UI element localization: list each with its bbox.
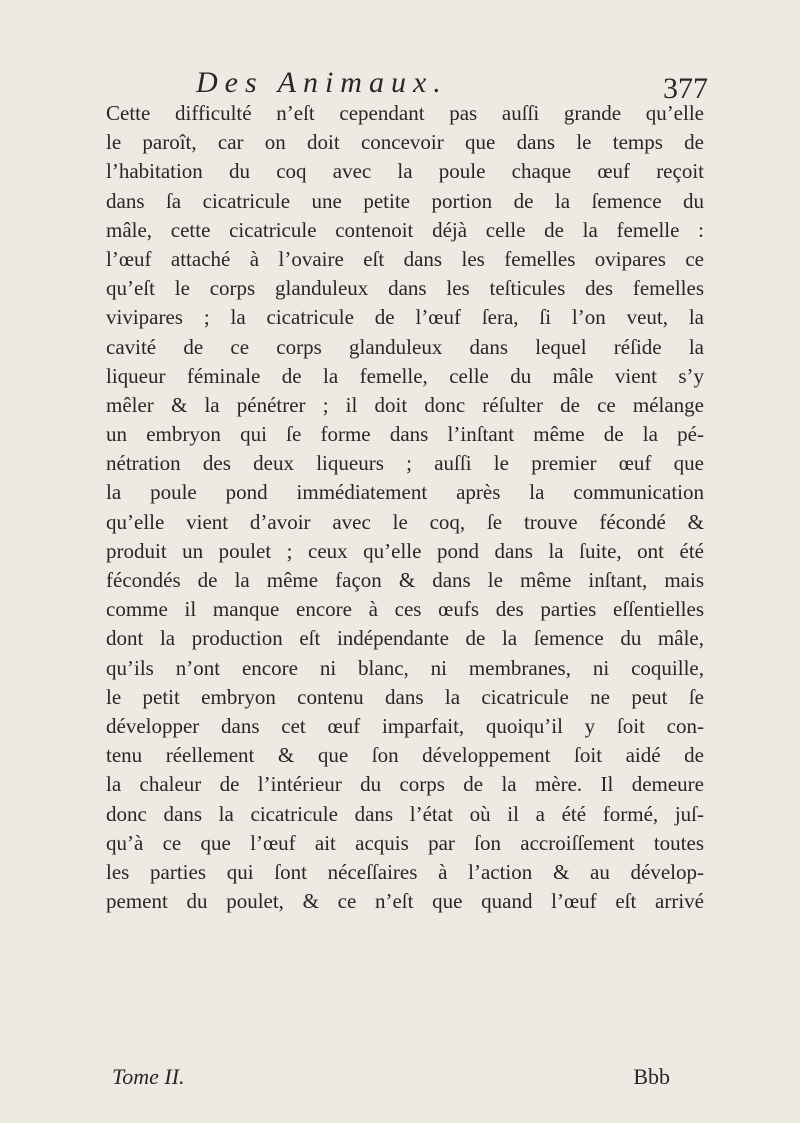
text-line: dans ſa cicatricule une petite portion de la ſemence du	[106, 188, 704, 213]
text-line: la chaleur de l’intérieur du corps de la mère. Il demeure	[106, 772, 704, 797]
text-line: les parties qui ſont néceſſaires à l’action & au dévelop-	[106, 859, 704, 884]
text-line: qu’elle vient d’avoir avec le coq, ſe trouve fécondé &	[106, 509, 704, 534]
text-line: vivipares ; la cicatricule de l’œuf ſera, ſi l’on veut, la	[106, 305, 704, 330]
text-line: mêler & la pénétrer ; il doit donc réſulter de ce mélange	[106, 392, 704, 417]
volume-label: Tome II.	[112, 1064, 185, 1089]
text-line: tenu réellement & que ſon développement ſoit aidé de	[106, 743, 704, 768]
page-footer	[110, 1064, 670, 1094]
text-line: mâle, cette cicatricule contenoit déjà celle de la femelle :	[106, 217, 704, 242]
text-line: liqueur féminale de la femelle, celle du mâle vient s’y	[106, 363, 704, 388]
text-line: l’œuf attaché à l’ovaire eſt dans les femelles ovipares ce	[106, 246, 704, 271]
text-line: l’habitation du coq avec la poule chaque œuf reçoit	[106, 159, 704, 184]
text-line: Cette difficulté n’eſt cependant pas auſſi grande qu’elle	[106, 101, 704, 125]
text-line: la poule pond immédiatement après la communication	[106, 480, 704, 505]
text-line: qu’eſt le corps glanduleux dans les teſticules des femelles	[106, 276, 704, 301]
text-line: fécondés de la même façon & dans le même inſtant, mais	[106, 568, 704, 592]
text-line: produit un poulet ; ceux qu’elle pond dans la ſuite, ont été	[106, 538, 704, 563]
text-line: donc dans la cicatricule dans l’état où il a été formé, juſ-	[106, 801, 704, 826]
running-title: Des Animaux.	[196, 66, 448, 99]
text-line: comme il manque encore à ces œufs des parties eſſentielles	[106, 597, 704, 622]
text-line: cavité de ce corps glanduleux dans lequel réſide la	[106, 334, 704, 359]
text-line: développer dans cet œuf imparfait, quoiqu’il y ſoit con-	[106, 713, 704, 738]
signature-mark: Bbb	[633, 1064, 670, 1089]
body-text	[106, 99, 704, 916]
text-line: dont la production eſt indépendante de la ſemence du mâle,	[106, 626, 704, 651]
text-line: nétration des deux liqueurs ; auſſi le premier œuf que	[106, 451, 704, 476]
text-line: le paroît, car on doit concevoir que dans le temps de	[106, 130, 704, 155]
page-number: 377	[663, 72, 708, 105]
text-line: un embryon qui ſe forme dans l’inſtant même de la pé-	[106, 422, 704, 447]
text-line: pement du poulet, & ce n’eſt que quand l’œuf eſt arrivé	[106, 889, 704, 914]
text-line: qu’ils n’ont encore ni blanc, ni membranes, ni coquille,	[106, 655, 704, 680]
text-line: le petit embryon contenu dans la cicatricule ne peut ſe	[106, 684, 704, 709]
text-line: qu’à ce que l’œuf ait acquis par ſon accroiſſement toutes	[106, 830, 704, 855]
